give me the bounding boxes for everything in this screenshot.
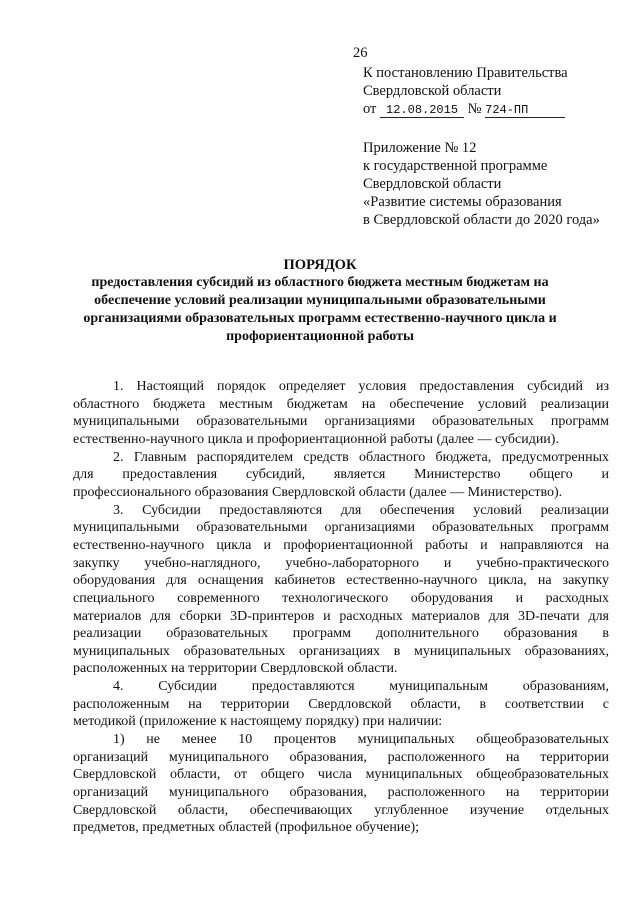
body-line: профессионального образования Свердловской области (далее — Министерство).	[73, 485, 563, 500]
appendix-line4: «Развитие системы образования	[363, 194, 562, 210]
subtitle-line4: профориентационной работы	[226, 329, 414, 344]
body-line: 3. Субсидии предоставляются для обеспечения условий реализации	[113, 503, 609, 518]
body-line: закупку учебно-наглядного, учебно-лабораторного и учебно-практического	[73, 556, 609, 571]
appendix-line3: Свердловской области	[363, 176, 502, 192]
body-line: естественно-научного цикла и профориентационной работы (далее — субсидии).	[73, 432, 559, 447]
number-label: №	[467, 101, 482, 117]
body-line: реализации образовательных программ дополнительного образования в	[73, 626, 609, 641]
decree-date-number	[363, 100, 565, 118]
decree-date: 12.08.2015	[380, 103, 464, 118]
document-title: ПОРЯДОК	[283, 257, 357, 273]
appendix-line1: Приложение № 12	[363, 140, 477, 156]
body-line: муниципальными образовательными организациями образовательных программ	[73, 520, 609, 535]
body-line: расположенным на территории Свердловской области, в соответствии с	[73, 697, 609, 712]
body-line: 2. Главным распорядителем средств областного бюджета, предусмотренных	[113, 450, 609, 465]
body-line: организаций муниципального образования, расположенного на территории	[73, 785, 609, 800]
from-label: от	[363, 101, 377, 117]
body-line: специального современного технологического оборудования и расходных	[73, 591, 609, 606]
body-line: 4. Субсидии предоставляются муниципальным образованиям,	[113, 679, 609, 694]
body-line: 1) не менее 10 процентов муниципальных общеобразовательных	[113, 732, 609, 747]
body-line: материалов для сборки 3D-принтеров и расходных материалов для 3D-печати для	[73, 609, 609, 624]
subtitle-line2: обеспечение условий реализации муниципальными образовательными	[94, 293, 546, 308]
body-line: для предоставления субсидий, является Министерство общего и	[73, 467, 609, 482]
body-line: оборудования для оснащения кабинетов естественно-научного цикла, на закупку	[73, 573, 609, 588]
decree-reference-line2: Свердловской области	[363, 83, 502, 99]
body-line: муниципальными образовательными организациями образовательных программ	[73, 414, 609, 429]
body-line: расположенных на территории Свердловской области.	[73, 661, 398, 676]
body-line: методикой (приложение к настоящему порядку) при наличии:	[73, 714, 443, 729]
body-line: 1. Настоящий порядок определяет условия предоставления субсидий из	[113, 379, 609, 394]
decree-number: 724-ПП	[485, 103, 565, 118]
appendix-line2: к государственной программе	[363, 158, 548, 174]
body-line: Свердловской области, от общего числа муниципальных общеобразовательных	[73, 767, 609, 782]
subtitle-line3: организациями образовательных программ естественно-научного цикла и	[83, 311, 557, 326]
body-line: областного бюджета местным бюджетам на обеспечение условий реализации	[73, 397, 609, 412]
body-line: Свердловской области, обеспечивающих углубленное изучение отдельных	[73, 803, 609, 818]
subtitle-line1: предоставления субсидий из областного бюджета местным бюджетам на	[91, 275, 549, 290]
body-line: муниципальных образовательных организациях в муниципальных образованиях,	[73, 644, 609, 659]
decree-reference-line1: К постановлению Правительства	[363, 65, 568, 81]
appendix-line5: в Свердловской области до 2020 года»	[363, 212, 600, 228]
body-line: естественно-научного цикла и профориентационной работы и направляются на	[73, 538, 609, 553]
page-number: 26	[353, 45, 368, 61]
body-line: организаций муниципального образования, расположенного на территории	[73, 750, 609, 765]
body-line: предметов, предметных областей (профильное обучение);	[73, 820, 420, 835]
